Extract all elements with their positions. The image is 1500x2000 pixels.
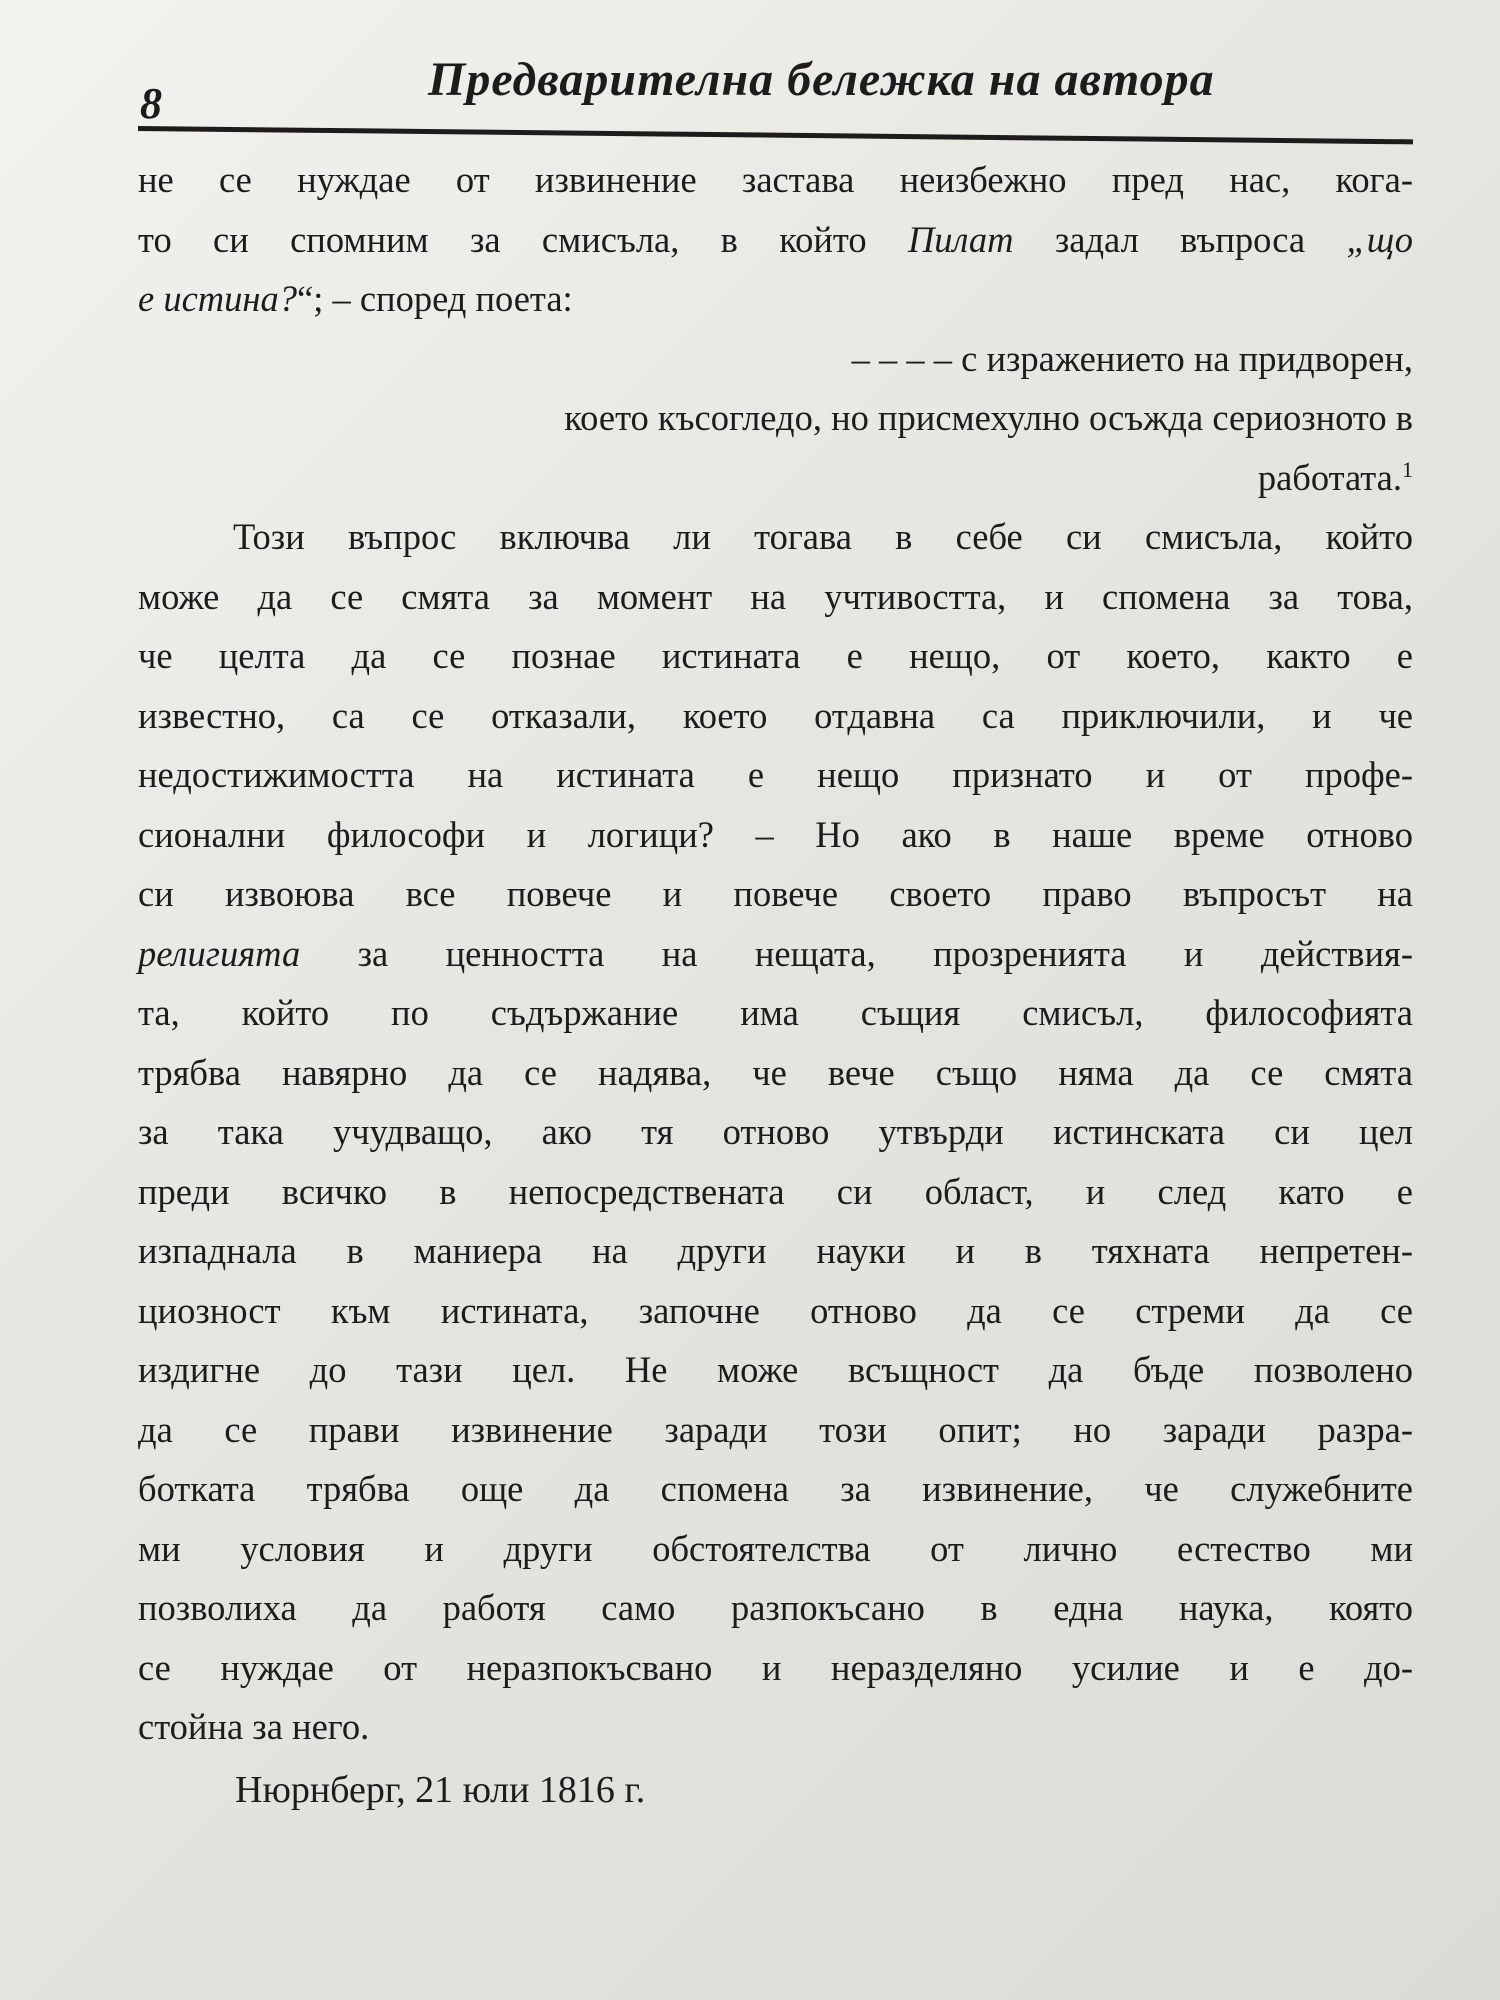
page-number: 8	[140, 79, 162, 128]
text-line: за така учудващо, ако тя отново утвърди истинската си цел	[138, 1111, 1413, 1152]
text-line: Този въпрос включва ли тогава в себе си смисъла, който	[233, 516, 1413, 557]
text-line: че целта да се познае истината е нещо, от което, както е	[138, 635, 1413, 676]
text-line: изпаднала в маниера на други науки и в тяхната непретен-	[138, 1230, 1413, 1271]
text-line: да се прави извинение заради този опит; но заради разра-	[138, 1408, 1413, 1450]
text-line: се нуждае от неразпокъсвано и неразделяно усилие и е до-	[138, 1646, 1413, 1688]
text-segment: то си спомним за смисъла, в който	[138, 218, 908, 260]
text-line: издигне до тази цел. Не може всъщност да бъде позволено	[138, 1349, 1413, 1390]
text-segment: работата.	[1257, 456, 1402, 498]
text-line: известно, са се отказали, което отдавна са приключили, и че	[138, 694, 1413, 736]
verse-line: – – – – с изражението на придворен,	[851, 337, 1413, 379]
text-line: циозност към истината, започне отново да се стреми да се	[138, 1289, 1413, 1331]
text-line: ми условия и други обстоятелства от лично естество ми	[138, 1527, 1413, 1569]
verse-line: което късогледо, но присмехулно осъжда сериозното в	[564, 397, 1413, 438]
verse-line	[138, 448, 1413, 508]
text-segment: за ценността на нещата, прозренията и действия-	[300, 932, 1413, 974]
text-line	[138, 210, 1413, 270]
italic-quote-start: „що	[1346, 218, 1413, 260]
text-line: позволиха да работя само разпокъсано в една наука, която	[138, 1587, 1413, 1628]
text-segment: задал въпроса	[1013, 218, 1347, 260]
text-line: та, който по съдържание има същия смисъл, философията	[138, 992, 1413, 1033]
text-line: си извоюва все повече и повече своето право въпросът на	[138, 873, 1413, 914]
dateline: Нюрнберг, 21 юли 1816 г.	[235, 1769, 646, 1811]
text-line: ботката трябва още да спомена за извинение, че служебните	[138, 1468, 1413, 1509]
text-line: преди всичко в непосредствената си област, и след като е	[138, 1170, 1413, 1212]
running-title: Предварителна бележка на автора	[428, 53, 1215, 106]
text-line: недостижимостта на истината е нещо признато и от профе-	[138, 754, 1413, 795]
header-rule	[138, 126, 1413, 144]
italic-name-pilate: Пилат	[907, 218, 1014, 260]
body-text	[138, 150, 1413, 1757]
text-line	[138, 924, 1413, 984]
text-line: може да се смята за момент на учтивостта, и спомена за това,	[138, 575, 1413, 617]
text-line: трябва навярно да се надява, че вече също няма да се смята	[138, 1051, 1413, 1093]
text-line	[138, 269, 1413, 329]
text-line: стойна за него.	[138, 1706, 370, 1747]
footnote-marker: 1	[1402, 456, 1413, 482]
text-segment: “; – според поета:	[297, 278, 573, 319]
text-line: сионални философи и логици? – Но ако в наше време отново	[138, 813, 1413, 855]
italic-quote-end: е истина?	[138, 278, 297, 319]
text-line: не се нуждае от извинение застава неизбежно пред нас, кога-	[138, 159, 1413, 200]
italic-word-religion: религията	[138, 932, 301, 974]
page-header	[138, 48, 1413, 138]
